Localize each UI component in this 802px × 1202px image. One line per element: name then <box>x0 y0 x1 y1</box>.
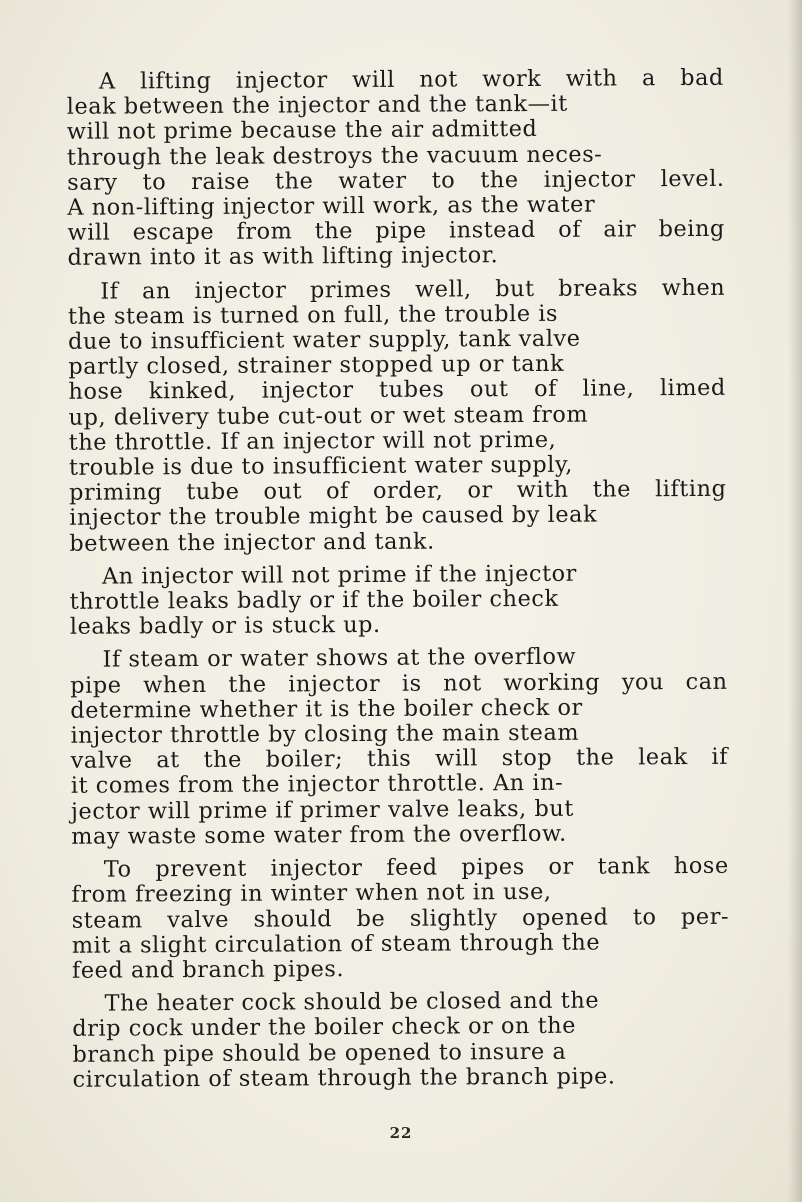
text-line: hose kinked, injector tubes out of line, limed <box>68 375 726 406</box>
text-line: between the injector and tank. <box>69 528 435 557</box>
paragraph-1 <box>34 66 725 272</box>
paragraph-6 <box>40 988 731 1093</box>
page-edge-shadow <box>788 0 802 1202</box>
text-line: the steam is turned on full, the trouble is <box>67 300 559 330</box>
text-line: will not prime because the air admitted <box>66 116 538 146</box>
text-line: through the leak destroys the vacuum neces- <box>66 141 603 171</box>
text-line: throttle leaks badly or if the boiler check <box>69 585 559 615</box>
text-line: priming tube out of order, or with the lifting <box>68 476 727 507</box>
text-line: it comes from the injector throttle. An in- <box>70 770 564 800</box>
paragraph-5 <box>39 854 730 984</box>
text-line: A non-lifting injector will work, as the water <box>67 191 596 221</box>
text-line: The heater cock should be closed and the <box>104 987 600 1017</box>
text-line: mit a slight circulation of steam through the <box>71 929 601 959</box>
text-line: To prevent injector feed pipes or tank hose <box>103 852 729 883</box>
text-line: may waste some water from the overflow. <box>71 820 567 850</box>
text-line: steam valve should be slightly opened to per- <box>71 903 730 934</box>
text-line: feed and branch pipes. <box>71 956 345 984</box>
paragraph-3 <box>37 561 727 641</box>
page-number: 22 <box>389 1124 413 1142</box>
text-line: jector will prime if primer valve leaks, but <box>70 795 574 825</box>
text-line: trouble is due to insufficient water supply, <box>68 451 573 481</box>
text-line: pipe when the injector is not working you can <box>70 668 728 699</box>
text-line: leak between the injector and the tank—it <box>66 90 568 121</box>
text-line: drawn into it as with lifting injector. <box>67 242 499 272</box>
text-line: sary to raise the water to the injector level. <box>67 165 725 196</box>
text-line: up, delivery tube cut-out or wet steam from <box>68 401 589 431</box>
text-line: the throttle. If an injector will not prime, <box>68 426 557 456</box>
text-line: partly closed, strainer stopped up or tank <box>68 351 565 381</box>
text-line: An injector will not prime if the injector <box>101 560 577 590</box>
paragraph-4 <box>38 644 729 850</box>
text-line: determine whether it is the boiler check or <box>70 694 583 724</box>
body-text <box>34 66 730 1101</box>
text-line: valve at the boiler; this will stop the leak if <box>70 744 729 775</box>
text-line: injector the trouble might be caused by leak <box>69 502 598 532</box>
text-line: A lifting injector will not work with a bad <box>98 64 724 95</box>
text-line: drip cock under the boiler check or on the <box>72 1013 577 1043</box>
text-line: circulation of steam through the branch pipe. <box>72 1063 616 1093</box>
text-line: leaks badly or is stuck up. <box>69 612 381 641</box>
text-line: If steam or water shows at the overflow <box>102 644 577 674</box>
text-line: branch pipe should be opened to insure a <box>72 1038 567 1068</box>
text-line: due to insufficient water supply, tank valve <box>68 325 581 355</box>
text-line: injector throttle by closing the main steam <box>70 719 580 749</box>
text-line: If an injector primes well, but breaks when <box>100 274 726 305</box>
text-line: from freezing in winter when not in use, <box>71 879 552 909</box>
text-line: will escape from the pipe instead of air being <box>67 216 725 247</box>
paragraph-2 <box>35 275 727 556</box>
